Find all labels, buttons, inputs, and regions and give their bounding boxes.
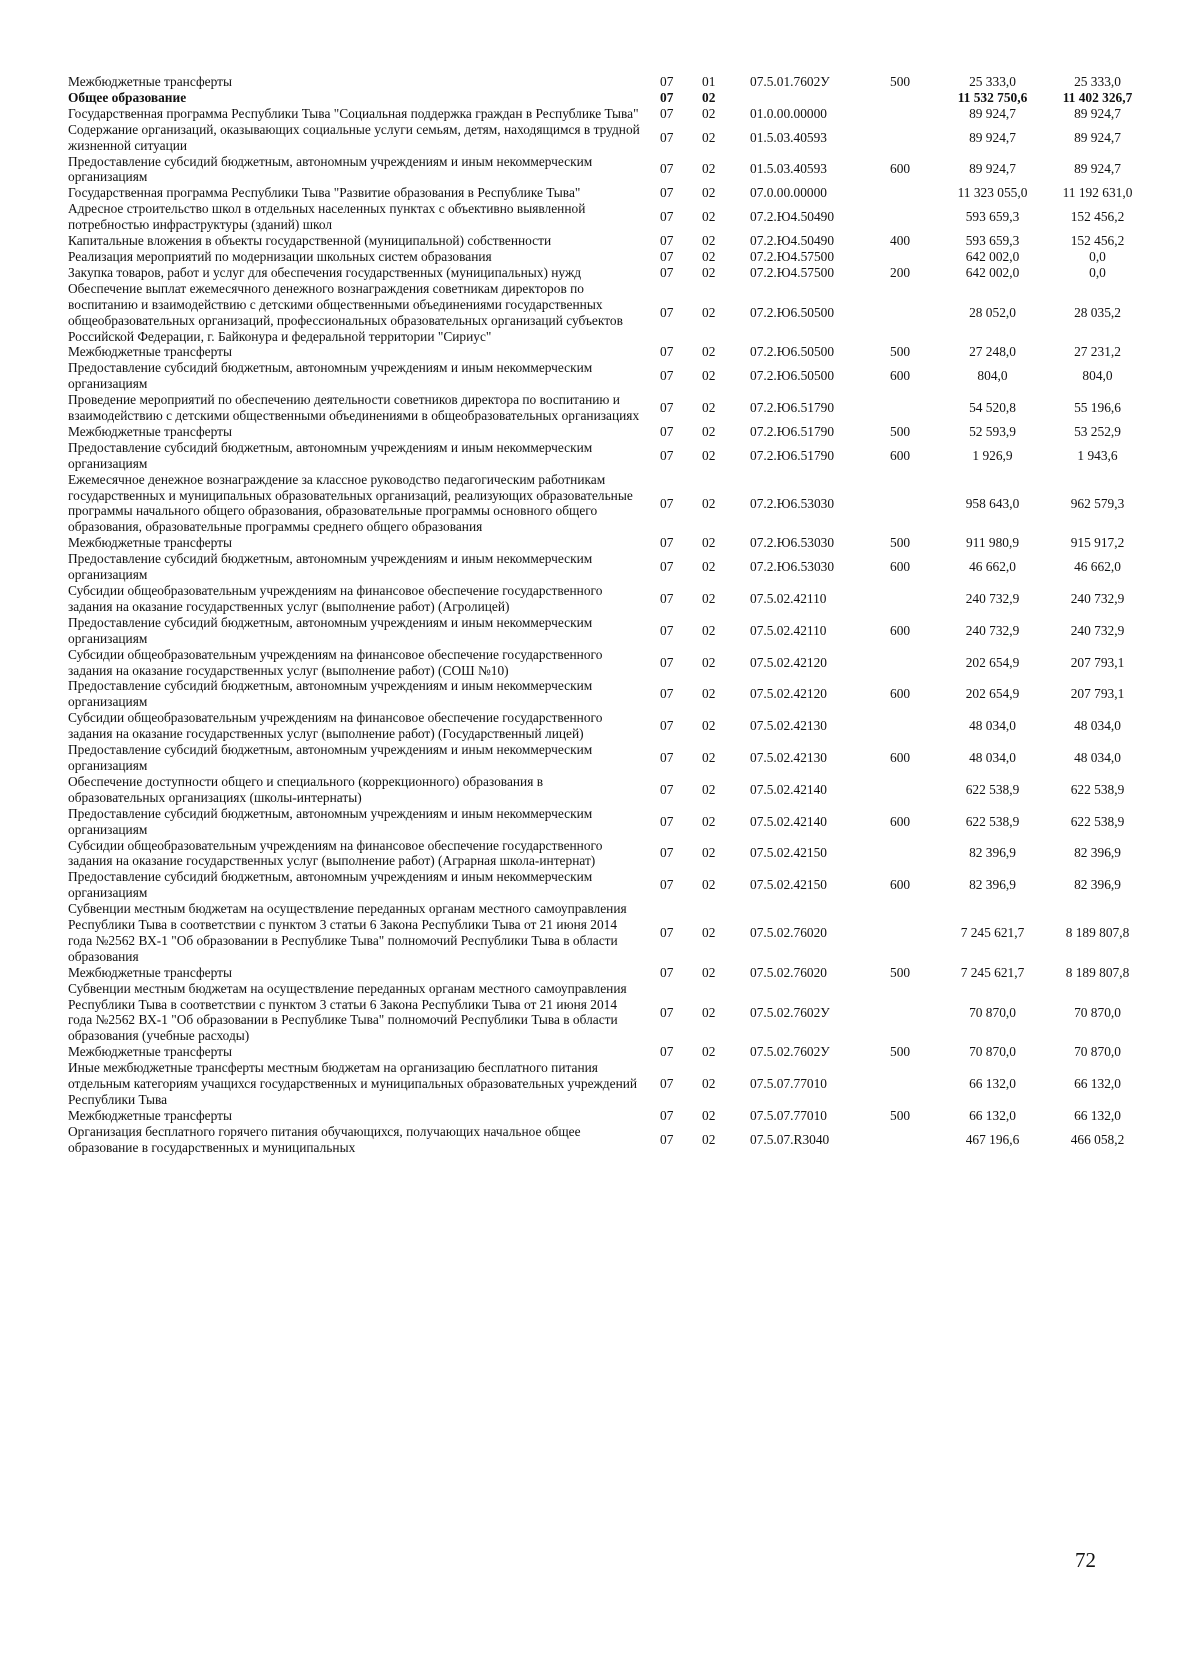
row-subsection: 02: [702, 248, 716, 264]
row-expense-type: [890, 185, 940, 201]
row-section: 07: [660, 535, 674, 551]
row-subsection: 02: [702, 622, 716, 638]
row-subsection: 02: [702, 1131, 716, 1147]
row-subsection: 02: [702, 718, 716, 734]
row-name: Субсидии общеобразовательным учреждениям на финансовое обеспечение государственного задания на оказание государственных услуг (выполнение работ) (Агролицей): [68, 583, 603, 614]
row-amount-year-1: 593 659,3: [965, 209, 1020, 225]
row-section: 07: [660, 924, 674, 940]
row-expense-type: 500: [890, 74, 911, 89]
row-expense-type: 600: [890, 559, 911, 575]
table-row: [68, 74, 1150, 90]
row-target-code: 07.5.02.42150: [750, 877, 827, 893]
row-expense-type: [890, 838, 940, 870]
row-amount-year-1: 48 034,0: [969, 750, 1016, 766]
row-section: 07: [660, 1076, 674, 1092]
row-name: Адресное строительство школ в отдельных населенных пунктах с объективно выявленной потребностью инфраструктуры (зданий) школ: [68, 201, 586, 233]
row-amount-year-1: 7 245 621,7: [960, 964, 1025, 980]
row-name: Субсидии общеобразовательным учреждениям на финансовое обеспечение государственного задания на оказание государственных услуг (выполнение работ) (Аграрная школа-интернат): [68, 837, 603, 869]
row-amount-year-2: 66 132,0: [1074, 1076, 1121, 1092]
row-section: 07: [660, 877, 674, 893]
row-name: Проведение мероприятий по обеспечению деятельности советников директора по воспитанию и взаимодействию с детскими общественными объединениями в общеобразовательных организациях: [68, 392, 640, 424]
row-amount-year-1: 11 323 055,0: [957, 185, 1028, 201]
row-name: Межбюджетные трансферты: [68, 1044, 232, 1060]
row-target-code: 07.5.02.42140: [750, 781, 827, 797]
row-expense-type: 400: [890, 233, 911, 249]
row-amount-year-1: 804,0: [977, 368, 1008, 384]
row-target-code: 07.2.Ю4.50490: [750, 233, 835, 249]
row-section: 07: [660, 233, 674, 249]
row-amount-year-2: 89 924,7: [1074, 161, 1121, 177]
table-row: [68, 838, 1150, 870]
row-expense-type: 600: [890, 447, 911, 463]
row-amount-year-2: 70 870,0: [1074, 1004, 1121, 1020]
row-amount-year-2: 804,0: [1082, 368, 1113, 384]
row-amount-year-2: 466 058,2: [1070, 1131, 1125, 1147]
table-row: [68, 806, 1150, 838]
row-expense-type: 200: [890, 264, 911, 280]
table-row: [68, 551, 1150, 583]
row-amount-year-2: 11 192 631,0: [1062, 185, 1133, 201]
table-row: [68, 615, 1150, 647]
row-name: Межбюджетные трансферты: [68, 423, 232, 439]
row-expense-type: 600: [890, 750, 911, 766]
row-name: Субвенции местным бюджетам на осуществление переданных органам местного самоуправления Республики Тыва в соответствии с пунктом 3 статьи 6 Закона Республики Тыва от 21 июня 2014 года №2562 ВХ-1 "Об образовании в Республике Тыва" полномочий Республики Тыва в области образования (учебные расходы): [68, 980, 627, 1044]
row-target-code: 07.2.Ю4.57500: [750, 248, 835, 264]
row-amount-year-2: 82 396,9: [1074, 877, 1121, 893]
row-expense-type: [890, 1060, 940, 1108]
row-section: 07: [660, 209, 674, 225]
row-amount-year-2: 48 034,0: [1074, 750, 1121, 766]
row-amount-year-2: 27 231,2: [1074, 344, 1121, 360]
row-target-code: 07.5.07.77010: [750, 1107, 827, 1123]
row-name: Государственная программа Республики Тыва "Развитие образования в Республике Тыва": [68, 185, 581, 201]
row-subsection: 02: [702, 447, 716, 463]
row-name: Закупка товаров, работ и услуг для обеспечения государственных (муниципальных) нужд: [68, 264, 582, 280]
table-row: [68, 1108, 1150, 1124]
table-row: [68, 1044, 1150, 1060]
row-section: 07: [660, 845, 674, 861]
row-expense-type: [890, 583, 940, 615]
row-expense-type: [890, 106, 940, 122]
row-amount-year-2: 622 538,9: [1070, 813, 1125, 829]
row-name: Предоставление субсидий бюджетным, автономным учреждениям и иным некоммерческим организациям: [68, 360, 593, 392]
row-subsection: 02: [702, 344, 716, 360]
row-section: 07: [660, 129, 674, 145]
row-amount-year-2: 28 035,2: [1074, 304, 1121, 320]
row-section: 07: [660, 248, 674, 264]
row-amount-year-1: 642 002,0: [965, 264, 1020, 280]
table-row: [68, 424, 1150, 440]
row-name: Предоставление субсидий бюджетным, автономным учреждениям и иным некоммерческим организациям: [68, 678, 593, 710]
table-row: [68, 122, 1150, 154]
row-amount-year-1: 46 662,0: [969, 559, 1016, 575]
row-target-code: 07.5.02.42140: [750, 813, 827, 829]
row-section: 07: [660, 495, 674, 511]
row-expense-type: 500: [890, 1107, 911, 1123]
row-section: 07: [660, 686, 674, 702]
table-row: [68, 185, 1150, 201]
row-target-code: 01.5.03.40593: [750, 161, 827, 177]
row-target-code: 01.5.03.40593: [750, 129, 827, 145]
row-section: 07: [660, 105, 674, 121]
row-subsection: 02: [702, 129, 716, 145]
row-amount-year-1: 622 538,9: [965, 781, 1020, 797]
row-amount-year-1: 25 333,0: [969, 74, 1016, 89]
row-subsection: 02: [702, 845, 716, 861]
row-expense-type: 600: [890, 161, 911, 177]
row-target-code: 07.2.Ю6.51790: [750, 447, 835, 463]
row-subsection: 02: [702, 185, 716, 201]
row-target-code: 07.2.Ю4.50490: [750, 209, 835, 225]
row-subsection: 02: [702, 559, 716, 575]
row-amount-year-1: 958 643,0: [965, 495, 1020, 511]
page-number: 72: [1075, 1548, 1096, 1572]
row-expense-type: 600: [890, 686, 911, 702]
row-target-code: 07.2.Ю6.53030: [750, 495, 835, 511]
row-section: 07: [660, 590, 674, 606]
row-section: 07: [660, 304, 674, 320]
row-target-code: 01.0.00.00000: [750, 105, 827, 121]
row-target-code: 07.5.02.42110: [750, 622, 827, 638]
row-expense-type: [890, 710, 940, 742]
row-amount-year-1: 89 924,7: [969, 161, 1016, 177]
row-name: Общее образование: [68, 89, 187, 105]
row-target-code: 07.5.02.42120: [750, 686, 827, 702]
row-name: Субвенции местным бюджетам на осуществление переданных органам местного самоуправления Республики Тыва в соответствии с пунктом 3 статьи 6 Закона Республики Тыва от 21 июня 2014 года №2562 ВХ-1 "Об образовании в Республике Тыва" полномочий Республики Тыва в области образования: [68, 901, 627, 964]
row-target-code: 07.5.02.7602У: [750, 1044, 830, 1060]
row-target-code: 07.5.02.42110: [750, 590, 827, 606]
row-section: 07: [660, 964, 674, 980]
row-target-code: 07.5.07.77010: [750, 1076, 827, 1092]
row-expense-type: 600: [890, 877, 911, 893]
row-subsection: 02: [702, 89, 716, 105]
row-subsection: 02: [702, 1004, 716, 1020]
row-amount-year-1: 70 870,0: [969, 1044, 1016, 1060]
row-section: 07: [660, 718, 674, 734]
row-amount-year-2: 152 456,2: [1070, 233, 1125, 249]
row-expense-type: [890, 981, 940, 1045]
row-section: 07: [660, 344, 674, 360]
row-subsection: 02: [702, 781, 716, 797]
row-amount-year-2: 622 538,9: [1070, 781, 1125, 797]
row-target-code: 07.2.Ю4.57500: [750, 264, 835, 280]
row-subsection: 02: [702, 304, 716, 320]
row-amount-year-1: 27 248,0: [969, 344, 1016, 360]
row-section: 07: [660, 447, 674, 463]
row-target-code: 07.5.02.42150: [750, 845, 827, 861]
row-target-code: 07.2.Ю6.53030: [750, 559, 835, 575]
row-target-code: 07.5.01.7602У: [750, 74, 830, 89]
row-amount-year-2: 962 579,3: [1070, 495, 1125, 511]
row-amount-year-2: 11 402 326,7: [1062, 89, 1133, 105]
table-row: [68, 440, 1150, 472]
row-target-code: 07.5.02.7602У: [750, 1004, 830, 1020]
row-expense-type: [890, 281, 940, 345]
row-expense-type: [890, 122, 940, 154]
row-amount-year-2: 53 252,9: [1074, 423, 1121, 439]
row-subsection: 02: [702, 654, 716, 670]
row-amount-year-2: 0,0: [1089, 264, 1106, 280]
row-amount-year-2: 240 732,9: [1070, 622, 1125, 638]
row-name: Государственная программа Республики Тыва "Социальная поддержка граждан в Республике Тыва": [68, 105, 639, 121]
row-section: 07: [660, 1107, 674, 1123]
row-target-code: 07.5.02.76020: [750, 964, 827, 980]
row-name: Предоставление субсидий бюджетным, автономным учреждениям и иным некоммерческим организациям: [68, 439, 593, 471]
row-amount-year-1: 82 396,9: [969, 877, 1016, 893]
row-amount-year-1: 82 396,9: [969, 845, 1016, 861]
row-amount-year-2: 240 732,9: [1070, 590, 1125, 606]
row-expense-type: [890, 392, 940, 424]
row-name: Организация бесплатного горячего питания обучающихся, получающих начальное общее образование в государственных и муниципальных: [68, 1123, 581, 1155]
row-section: 07: [660, 161, 674, 177]
row-amount-year-1: 642 002,0: [965, 248, 1020, 264]
table-row: [68, 583, 1150, 615]
row-name: Межбюджетные трансферты: [68, 74, 232, 89]
table-row: [68, 106, 1150, 122]
table-row: [68, 154, 1150, 186]
row-amount-year-2: 8 189 807,8: [1065, 964, 1130, 980]
row-amount-year-2: 207 793,1: [1070, 654, 1125, 670]
table-row: [68, 1124, 1150, 1156]
row-amount-year-2: 89 924,7: [1074, 105, 1121, 121]
row-name: Иные межбюджетные трансферты местным бюджетам на организацию бесплатного питания отдельным категориям учащихся государственных и муниципальных образовательных учреждений Республики Тыва: [68, 1060, 638, 1107]
row-target-code: 07.2.Ю6.50500: [750, 344, 835, 360]
row-subsection: 02: [702, 264, 716, 280]
row-name: Капитальные вложения в объекты государственной (муниципальной) собственности: [68, 233, 552, 249]
row-name: Предоставление субсидий бюджетным, автономным учреждениям и иным некоммерческим организациям: [68, 742, 593, 773]
row-section: 07: [660, 368, 674, 384]
row-subsection: 02: [702, 495, 716, 511]
row-name: Обеспечение доступности общего и специального (коррекционного) образования в образовательных организациях (школы-интернаты): [68, 773, 544, 805]
row-subsection: 02: [702, 1107, 716, 1123]
row-name: Межбюджетные трансферты: [68, 964, 232, 980]
row-amount-year-1: 202 654,9: [965, 686, 1020, 702]
row-expense-type: 500: [890, 1044, 911, 1060]
row-subsection: 02: [702, 924, 716, 940]
row-name: Предоставление субсидий бюджетным, автономным учреждениям и иным некоммерческим организациям: [68, 805, 593, 837]
row-section: 07: [660, 264, 674, 280]
row-target-code: 07.5.02.42120: [750, 654, 827, 670]
row-amount-year-1: 66 132,0: [969, 1076, 1016, 1092]
row-amount-year-2: 0,0: [1089, 248, 1106, 264]
row-amount-year-2: 1 943,6: [1077, 447, 1118, 463]
table-row: [68, 535, 1150, 551]
row-target-code: 07.2.Ю6.51790: [750, 400, 835, 416]
table-row: [68, 1060, 1150, 1108]
row-amount-year-2: 48 034,0: [1074, 718, 1121, 734]
row-subsection: 02: [702, 423, 716, 439]
row-amount-year-2: 8 189 807,8: [1065, 924, 1130, 940]
table-row: [68, 965, 1150, 981]
row-subsection: 02: [702, 1076, 716, 1092]
row-name: Субсидии общеобразовательным учреждениям на финансовое обеспечение государственного задания на оказание государственных услуг (выполнение работ) (Государственный лицей): [68, 710, 603, 742]
table-row: [68, 233, 1150, 249]
row-section: 07: [660, 185, 674, 201]
row-section: 07: [660, 813, 674, 829]
row-section: 07: [660, 400, 674, 416]
row-expense-type: 600: [890, 813, 911, 829]
row-name: Содержание организаций, оказывающих социальные услуги семьям, детям, находящимся в трудной жизненной ситуации: [68, 121, 640, 153]
row-expense-type: 600: [890, 622, 911, 638]
row-name: Предоставление субсидий бюджетным, автономным учреждениям и иным некоммерческим организациям: [68, 153, 593, 185]
table-row: [68, 869, 1150, 901]
row-amount-year-1: 911 980,9: [965, 535, 1020, 551]
budget-table: [68, 74, 1150, 1156]
table-row: [68, 981, 1150, 1045]
row-target-code: 07.0.00.00000: [750, 185, 827, 201]
row-subsection: 02: [702, 368, 716, 384]
row-target-code: 07.2.Ю6.50500: [750, 304, 835, 320]
row-subsection: 02: [702, 686, 716, 702]
row-name: Предоставление субсидий бюджетным, автономным учреждениям и иным некоммерческим организациям: [68, 869, 593, 901]
row-target-code: 07.5.02.42130: [750, 718, 827, 734]
row-expense-type: [890, 1124, 940, 1156]
row-name: Реализация мероприятий по модернизации школьных систем образования: [68, 248, 492, 264]
row-amount-year-1: 593 659,3: [965, 233, 1020, 249]
row-subsection: 02: [702, 209, 716, 225]
row-amount-year-1: 11 532 750,6: [957, 89, 1028, 105]
row-section: 07: [660, 1004, 674, 1020]
row-section: 07: [660, 622, 674, 638]
row-amount-year-1: 89 924,7: [969, 129, 1016, 145]
table-row: [68, 281, 1150, 345]
row-target-code: 07.2.Ю6.53030: [750, 535, 835, 551]
row-amount-year-1: 622 538,9: [965, 813, 1020, 829]
row-subsection: 02: [702, 400, 716, 416]
row-expense-type: [890, 201, 940, 233]
row-amount-year-2: 55 196,6: [1074, 400, 1121, 416]
row-subsection: 02: [702, 535, 716, 551]
row-amount-year-1: 48 034,0: [969, 718, 1016, 734]
row-amount-year-1: 7 245 621,7: [960, 924, 1025, 940]
row-expense-type: 500: [890, 423, 911, 439]
row-name: Ежемесячное денежное вознаграждение за классное руководство педагогическим работникам государственных и муниципальных образовательных организаций, реализующих образовательные программы начального общего образования, образовательные программы основного общего образования, образовательные программы среднего общего образования: [68, 471, 633, 535]
row-amount-year-2: 46 662,0: [1074, 559, 1121, 575]
table-row: [68, 201, 1150, 233]
row-amount-year-2: 207 793,1: [1070, 686, 1125, 702]
row-amount-year-1: 467 196,6: [965, 1131, 1020, 1147]
row-subsection: 02: [702, 105, 716, 121]
row-expense-type: [890, 472, 940, 536]
row-expense-type: [890, 901, 940, 965]
row-section: 07: [660, 1044, 674, 1060]
row-subsection: 02: [702, 161, 716, 177]
row-amount-year-2: 66 132,0: [1074, 1107, 1121, 1123]
row-section: 07: [660, 781, 674, 797]
row-name: Межбюджетные трансферты: [68, 535, 232, 551]
row-expense-type: [890, 647, 940, 679]
table-row: [68, 901, 1150, 965]
row-section: 07: [660, 559, 674, 575]
row-subsection: 02: [702, 877, 716, 893]
table-row: [68, 265, 1150, 281]
row-expense-type: [890, 249, 940, 265]
row-name: Предоставление субсидий бюджетным, автономным учреждениям и иным некоммерческим организациям: [68, 614, 593, 646]
table-row: [68, 392, 1150, 424]
table-row: [68, 90, 1150, 106]
row-amount-year-1: 66 132,0: [969, 1107, 1016, 1123]
row-subsection: 02: [702, 233, 716, 249]
row-amount-year-1: 240 732,9: [965, 590, 1020, 606]
table-row: [68, 710, 1150, 742]
row-amount-year-2: 89 924,7: [1074, 129, 1121, 145]
table-row: [68, 472, 1150, 536]
table-row: [68, 344, 1150, 360]
table-row: [68, 360, 1150, 392]
row-subsection: 02: [702, 813, 716, 829]
row-subsection: 02: [702, 964, 716, 980]
row-amount-year-1: 240 732,9: [965, 622, 1020, 638]
row-target-code: [748, 90, 890, 106]
row-amount-year-2: 70 870,0: [1074, 1044, 1121, 1060]
table-row: [68, 742, 1150, 774]
row-expense-type: 500: [890, 344, 911, 360]
row-section: 07: [660, 89, 674, 105]
row-expense-type: 600: [890, 368, 911, 384]
row-target-code: 07.5.02.42130: [750, 750, 827, 766]
row-expense-type: [890, 90, 940, 106]
row-section: 07: [660, 750, 674, 766]
row-name: Межбюджетные трансферты: [68, 1107, 232, 1123]
row-subsection: 02: [702, 1044, 716, 1060]
table-row: [68, 647, 1150, 679]
row-target-code: 07.2.Ю6.51790: [750, 423, 835, 439]
row-amount-year-2: 152 456,2: [1070, 209, 1125, 225]
row-name: Субсидии общеобразовательным учреждениям на финансовое обеспечение государственного задания на оказание государственных услуг (выполнение работ) (СОШ №10): [68, 646, 603, 678]
row-amount-year-1: 1 926,9: [972, 447, 1013, 463]
row-section: 07: [660, 654, 674, 670]
table-row: [68, 774, 1150, 806]
row-target-code: 07.5.02.76020: [750, 924, 827, 940]
row-amount-year-2: 915 917,2: [1070, 535, 1125, 551]
row-name: Предоставление субсидий бюджетным, автономным учреждениям и иным некоммерческим организациям: [68, 551, 593, 583]
row-section: 07: [660, 74, 674, 89]
row-target-code: 07.2.Ю6.50500: [750, 368, 835, 384]
row-amount-year-1: 70 870,0: [969, 1004, 1016, 1020]
row-subsection: 01: [702, 74, 716, 89]
row-amount-year-1: 202 654,9: [965, 654, 1020, 670]
budget-table-body: [68, 74, 1150, 1156]
row-expense-type: [890, 774, 940, 806]
table-row: [68, 678, 1150, 710]
row-amount-year-2: 25 333,0: [1074, 74, 1121, 89]
row-amount-year-1: 28 052,0: [969, 304, 1016, 320]
row-amount-year-1: 52 593,9: [969, 423, 1016, 439]
row-subsection: 02: [702, 750, 716, 766]
row-amount-year-1: 89 924,7: [969, 105, 1016, 121]
row-expense-type: 500: [890, 964, 911, 980]
row-expense-type: 500: [890, 535, 911, 551]
table-row: [68, 249, 1150, 265]
row-target-code: 07.5.07.R3040: [750, 1131, 830, 1147]
row-amount-year-2: 82 396,9: [1074, 845, 1121, 861]
row-section: 07: [660, 423, 674, 439]
row-amount-year-1: 54 520,8: [969, 400, 1016, 416]
row-name: Межбюджетные трансферты: [68, 344, 232, 360]
row-subsection: 02: [702, 590, 716, 606]
row-section: 07: [660, 1131, 674, 1147]
row-name: Обеспечение выплат ежемесячного денежного вознаграждения советникам директоров по воспитанию и взаимодействию с детскими общественными объединениями государственных общеобразовательных организаций, профессиональных образовательных организаций субъектов Российской Федерации, г. Байконура и федеральной территории "Сириус": [68, 280, 623, 344]
